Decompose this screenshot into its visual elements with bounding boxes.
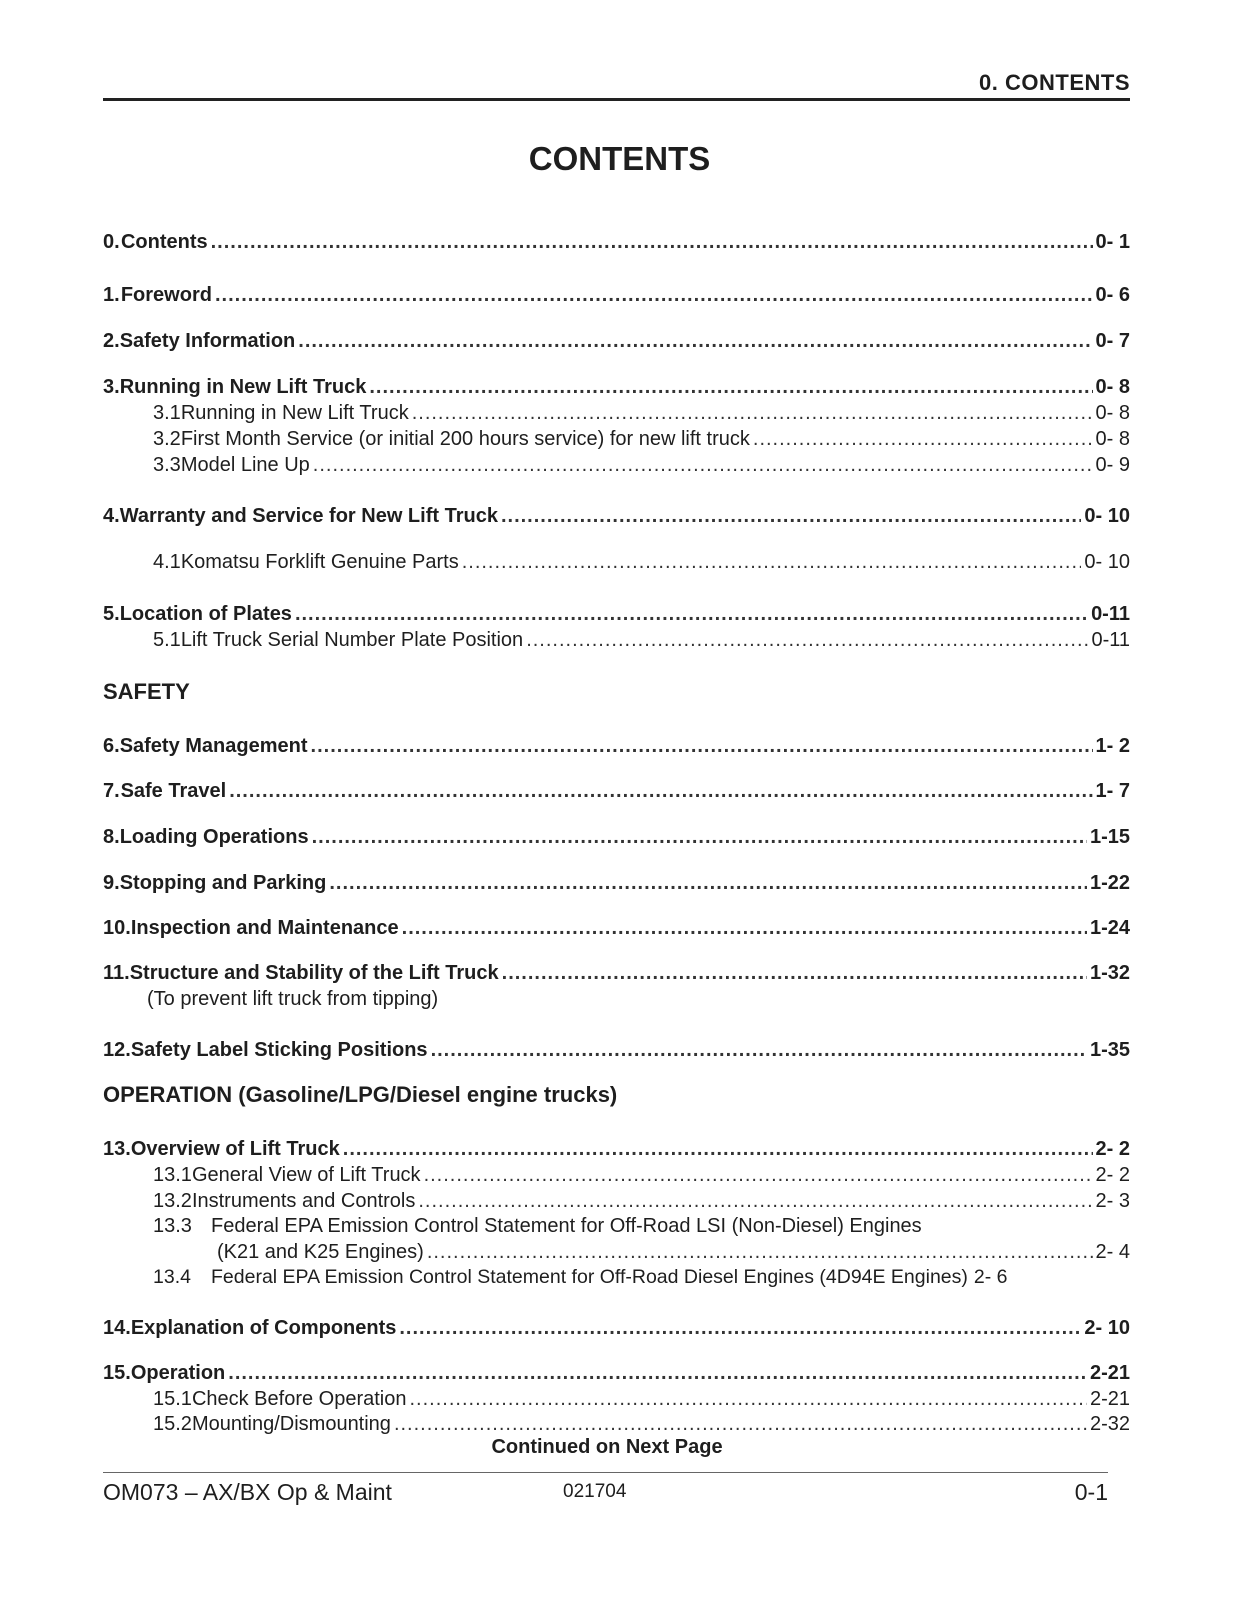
toc-subentry-4-1[interactable]: 4.1 Komatsu Forklift Genuine Parts ..... 0- 10: [103, 549, 1130, 575]
toc-subentry-13-2[interactable]: 13.2 Instruments and Controls ..... 2- 3: [103, 1188, 1130, 1214]
toc-entry-5[interactable]: 5. Location of Plates ..... 0-11: [103, 601, 1130, 627]
toc-entry-11-note: (To prevent lift truck from tipping): [147, 988, 439, 1010]
continued-notice: Continued on Next Page: [491, 1436, 723, 1458]
toc-entry-0[interactable]: 0. Contents ..... 0- 1: [103, 229, 1130, 255]
toc-entry-13[interactable]: 13. Overview of Lift Truck ..... 2- 2: [103, 1136, 1130, 1162]
section-heading-operation: OPERATION (Gasoline/LPG/Diesel engine trucks): [103, 1082, 618, 1107]
toc-entry-8[interactable]: 8. Loading Operations ..... 1-15: [103, 824, 1130, 850]
toc-entry-3[interactable]: 3. Running in New Lift Truck ..... 0- 8: [103, 374, 1130, 400]
footer-document-id: OM073 – AX/BX Op & Maint: [103, 1479, 392, 1505]
toc-subentry-15-1[interactable]: 15.1 Check Before Operation ..... 2-21: [103, 1386, 1130, 1412]
toc-entry-11[interactable]: 11. Structure and Stability of the Lift Truck ..... 1-32: [103, 960, 1130, 986]
toc-subentry-13-4[interactable]: 13.4 Federal EPA Emission Control Statement for Off-Road Diesel Engines (4D94E Engines) 2- 6: [153, 1266, 1008, 1288]
page-title: CONTENTS: [528, 140, 711, 177]
toc-subentry-3-3[interactable]: 3.3 Model Line Up ..... 0- 9: [103, 452, 1130, 478]
toc-subentry-13-3[interactable]: 13.3 Federal EPA Emission Control Statement for Off-Road LSI (Non-Diesel) Engines: [153, 1215, 922, 1237]
toc-entry-9[interactable]: 9. Stopping and Parking ..... 1-22: [103, 870, 1130, 896]
toc-entry-7[interactable]: 7. Safe Travel ..... 1- 7: [103, 778, 1130, 804]
toc-entry-1[interactable]: 1. Foreword ..... 0- 6: [103, 282, 1130, 308]
toc-subentry-15-2[interactable]: 15.2 Mounting/Dismounting ..... 2-32: [103, 1411, 1130, 1437]
toc-subentry-13-1[interactable]: 13.1 General View of Lift Truck ..... 2- 2: [103, 1162, 1130, 1188]
toc-entry-10[interactable]: 10. Inspection and Maintenance ..... 1-24: [103, 915, 1130, 941]
footer-date-code: 021704: [563, 1481, 627, 1502]
toc-entry-4[interactable]: 4. Warranty and Service for New Lift Truck ..... 0- 10: [103, 503, 1130, 529]
toc-entry-2[interactable]: 2. Safety Information ..... 0- 7: [103, 328, 1130, 354]
header-title: 0. CONTENTS: [979, 70, 1130, 95]
page-header: [103, 70, 1130, 101]
toc-subentry-13-3-cont[interactable]: (K21 and K25 Engines) ..... 2- 4: [103, 1239, 1130, 1265]
toc-subentry-5-1[interactable]: 5.1 Lift Truck Serial Number Plate Position ..... 0-11: [103, 627, 1130, 653]
toc-entry-12[interactable]: 12. Safety Label Sticking Positions ..... 1-35: [103, 1037, 1130, 1063]
toc-entry-15[interactable]: 15. Operation ..... 2-21: [103, 1360, 1130, 1386]
section-heading-safety: SAFETY: [103, 679, 190, 704]
toc-entry-14[interactable]: 14. Explanation of Components ..... 2- 10: [103, 1315, 1130, 1341]
toc-entry-6[interactable]: 6. Safety Management ..... 1- 2: [103, 733, 1130, 759]
footer-page-number: 0-1: [1074, 1479, 1108, 1505]
toc-subentry-3-2[interactable]: 3.2 First Month Service (or initial 200 hours service) for new lift truck ..... 0- 8: [103, 426, 1130, 452]
footer-divider: [103, 1472, 1108, 1473]
toc-subentry-3-1[interactable]: 3.1 Running in New Lift Truck ..... 0- 8: [103, 400, 1130, 426]
